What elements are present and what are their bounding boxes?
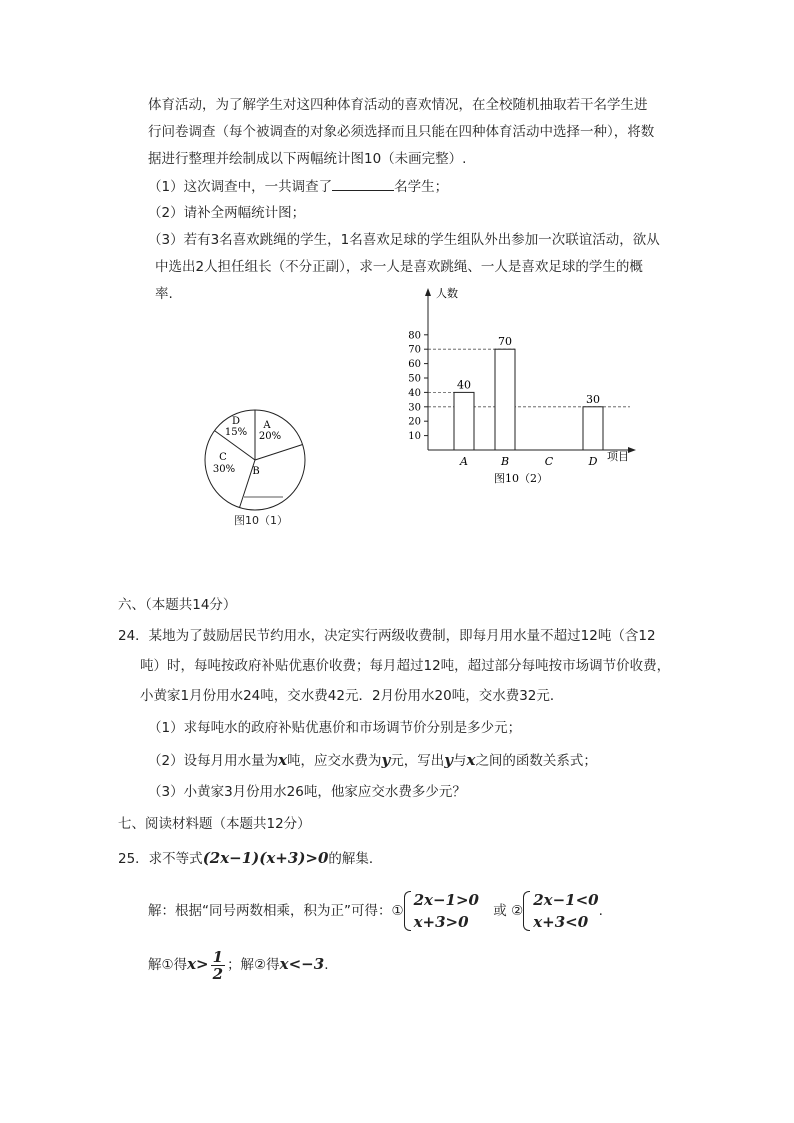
- q23-part3-line3: 率.: [155, 286, 173, 302]
- y-tick-label: 60: [408, 359, 421, 371]
- system-1: [404, 889, 479, 933]
- q25-system-end: .: [598, 903, 603, 919]
- pie-label-a: A: [263, 420, 271, 431]
- y-tick-label: 40: [408, 387, 421, 399]
- system-2-row1: 2x−1<0: [533, 891, 599, 909]
- q25-lead: 25．求不等式: [118, 851, 203, 867]
- x-axis-arrow: [628, 447, 636, 453]
- system-2-row2: x+3<0: [533, 913, 589, 931]
- fraction-denominator: 2: [212, 964, 224, 983]
- q23-part3-line2: 中选出2人担任组长（不分正副），求一人是喜欢跳绳、一人是喜欢足球的学生的概: [155, 259, 643, 275]
- q23-part1-tail: 名学生；: [394, 179, 449, 195]
- x-category-label-B: B: [500, 455, 510, 468]
- pie-pct-d: 15%: [224, 427, 248, 438]
- x-category-label-A: A: [460, 455, 468, 468]
- bar-chart-caption: 图10（2）: [494, 472, 548, 485]
- y-axis-label: 人数: [436, 287, 458, 300]
- q24-sub2-text-b: 吨，应交水费为: [287, 753, 382, 769]
- y-tick-label: 30: [408, 402, 421, 414]
- q25-solution-lead: 解：根据“同号两数相乘，积为正”可得：①: [148, 903, 404, 919]
- q24-line2: 吨）时，每吨按政府补贴优惠价收费；每月超过12吨，超过部分每吨按市场调节价收费，: [140, 658, 671, 674]
- pie-divider-a-b: [255, 445, 303, 461]
- q24-sub2: [148, 750, 597, 771]
- q24-sub2-text-d: 与: [452, 753, 467, 769]
- pie-pct-a: 20%: [258, 431, 282, 442]
- fraction-one-half: [211, 949, 225, 982]
- bar-A: [454, 392, 474, 450]
- q25-results: [148, 942, 329, 987]
- y-tick-label: 80: [408, 330, 421, 342]
- pie-caption: 图10（1）: [234, 514, 288, 527]
- q25-result-x2: x<−3: [279, 955, 325, 973]
- q25-tail: 的解集．: [328, 851, 383, 867]
- q24-sub1: （1）求每吨水的政府补贴优惠价和市场调节价分别是多少元；: [148, 720, 522, 736]
- bar-value-label-B: 70: [498, 335, 512, 349]
- q24-sub2-text-c: 元，写出: [390, 753, 445, 769]
- x-axis-label: 项目: [607, 450, 629, 463]
- answer-blank: [332, 176, 394, 191]
- q25-solution-systems: [148, 888, 603, 934]
- pie-pct-c: 30%: [212, 464, 236, 475]
- q23-part1: [148, 176, 448, 197]
- q25-statement: [118, 848, 382, 869]
- q24-line3: 小黄家1月份用水24吨，交水费42元．2月份用水20吨，交水费32元．: [140, 688, 564, 704]
- q24-sub2-text-a: （2）设每月用水量为: [148, 753, 279, 769]
- q25-result-x1: x>: [187, 955, 209, 973]
- q24-sub2-text-e: 之间的函数关系式；: [475, 753, 597, 769]
- x-category-label-C: C: [544, 455, 554, 468]
- q23-intro-line1: 体育活动，为了解学生对这四种体育活动的喜欢情况，在全校随机抽取若干名学生进: [148, 97, 648, 113]
- q23-intro-line3: 据进行整理并绘制成以下两幅统计图10（未画完整）.: [148, 151, 467, 167]
- q25-or: 或 ②: [493, 903, 524, 919]
- q24-line1: 24．某地为了鼓励居民节约用水，决定实行两级收费制，即每月用水量不超过12吨（含12: [118, 628, 656, 644]
- system-2: [523, 889, 598, 933]
- system-1-row1: 2x−1>0: [413, 891, 479, 909]
- bar-B: [495, 349, 515, 450]
- pie-label-d: D: [231, 416, 241, 427]
- y-tick-label: 70: [408, 344, 421, 356]
- bar-value-label-D: 30: [586, 392, 600, 406]
- var-y: y: [444, 751, 453, 769]
- var-y: y: [381, 751, 391, 769]
- q25-result-b: ；解②得: [227, 957, 280, 973]
- y-tick-label: 50: [408, 373, 421, 385]
- var-x: x: [466, 751, 476, 769]
- q25-inequality: (2x−1)(x+3)>0: [202, 849, 329, 867]
- q23-part3-line1: （3）若有3名喜欢跳绳的学生，1名喜欢足球的学生组队外出参加一次联谊活动，欲从: [148, 232, 660, 248]
- x-category-label-D: D: [588, 455, 598, 468]
- q25-result-a: 解①得: [148, 957, 188, 973]
- q24-sub3: （3）小黄家3月份用水26吨，他家应交水费多少元？: [148, 784, 466, 800]
- bar-chart: [400, 282, 650, 487]
- var-x: x: [278, 751, 288, 769]
- section-7-heading: 七、阅读材料题（本题共12分）: [118, 816, 311, 832]
- q25-result-end: .: [324, 957, 329, 973]
- y-tick-label: 10: [408, 431, 421, 443]
- system-1-row2: x+3>0: [413, 913, 469, 931]
- fraction-numerator: 1: [212, 947, 224, 966]
- pie-label-b: B: [252, 466, 260, 477]
- section-6-heading: 六、（本题共14分）: [118, 597, 237, 613]
- pie-label-c: C: [219, 452, 227, 463]
- q23-part1-text: （1）这次调查中，一共调查了: [148, 179, 333, 195]
- y-tick-label: 20: [408, 416, 421, 428]
- y-axis-arrow: [425, 288, 431, 296]
- bar-value-label-A: 40: [457, 378, 471, 392]
- q23-part2: （2）请补全两幅统计图；: [148, 205, 306, 221]
- bar-D: [583, 407, 603, 450]
- q23-intro-line2: 行问卷调查（每个被调查的对象必须选择而且只能在四种体育活动中选择一种），将数: [148, 124, 655, 140]
